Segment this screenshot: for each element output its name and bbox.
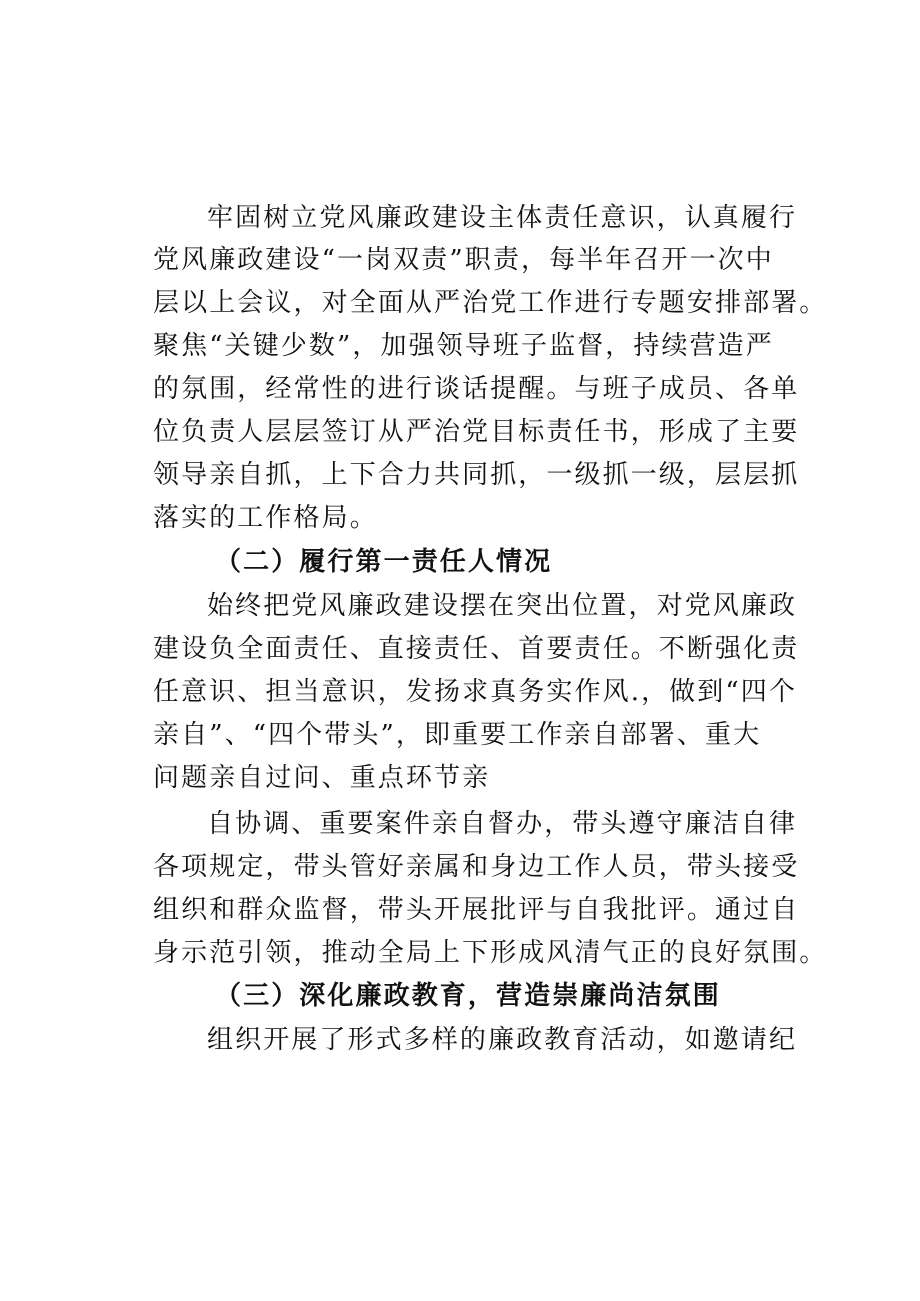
paragraph-line: 领导亲自抓，上下合力共同抓，一级抓一级，层层抓	[153, 460, 800, 490]
paragraph-line: 党风廉政建设“一岗双责”职责，每半年召开一次中	[153, 245, 774, 275]
paragraph-line: 问题亲自过问、重点环节亲	[153, 763, 491, 793]
paragraph-line: 的氛围，经常性的进行谈话提醒。与班子成员、各单	[153, 374, 800, 404]
paragraph-line: 组织开展了形式多样的廉政教育活动，如邀请纪	[207, 1025, 798, 1055]
paragraph-line: 组织和群众监督，带头开展批评与自我批评。通过自	[153, 895, 800, 925]
paragraph-line: 落实的工作格局。	[153, 503, 378, 533]
paragraph-line: 亲自”、“四个带头”，即重要工作亲自部署、重大	[153, 720, 762, 750]
paragraph-line: 牢固树立党风廉政建设主体责任意识，认真履行	[207, 203, 798, 233]
paragraph-line: 层以上会议，对全面从严治党工作进行专题安排部署。	[153, 288, 828, 318]
section-heading-2: （二）履行第一责任人情况	[215, 547, 553, 577]
paragraph-line: 建设负全面责任、直接责任、首要责任。不断强化责	[153, 634, 800, 664]
paragraph-line: 聚焦“关键少数”，加强领导班子监督，持续营造严	[153, 331, 774, 361]
paragraph-line: 位负责人层层签订从严治党目标责任书，形成了主要	[153, 417, 800, 447]
paragraph-line: 自协调、重要案件亲自督办，带头遵守廉洁自律	[207, 809, 798, 839]
paragraph-line: 身示范引领，推动全局上下形成风清气正的良好氛围。	[153, 938, 828, 968]
paragraph-line: 始终把党风廉政建设摆在突出位置，对党风廉政	[207, 591, 798, 621]
paragraph-line: 任意识、担当意识，发扬求真务实作风.，做到“四个	[153, 677, 797, 707]
section-heading-3: （三）深化廉政教育，营造崇廉尚洁氛围	[215, 981, 721, 1011]
paragraph-line: 各项规定，带头管好亲属和身边工作人员，带头接受	[153, 852, 800, 882]
